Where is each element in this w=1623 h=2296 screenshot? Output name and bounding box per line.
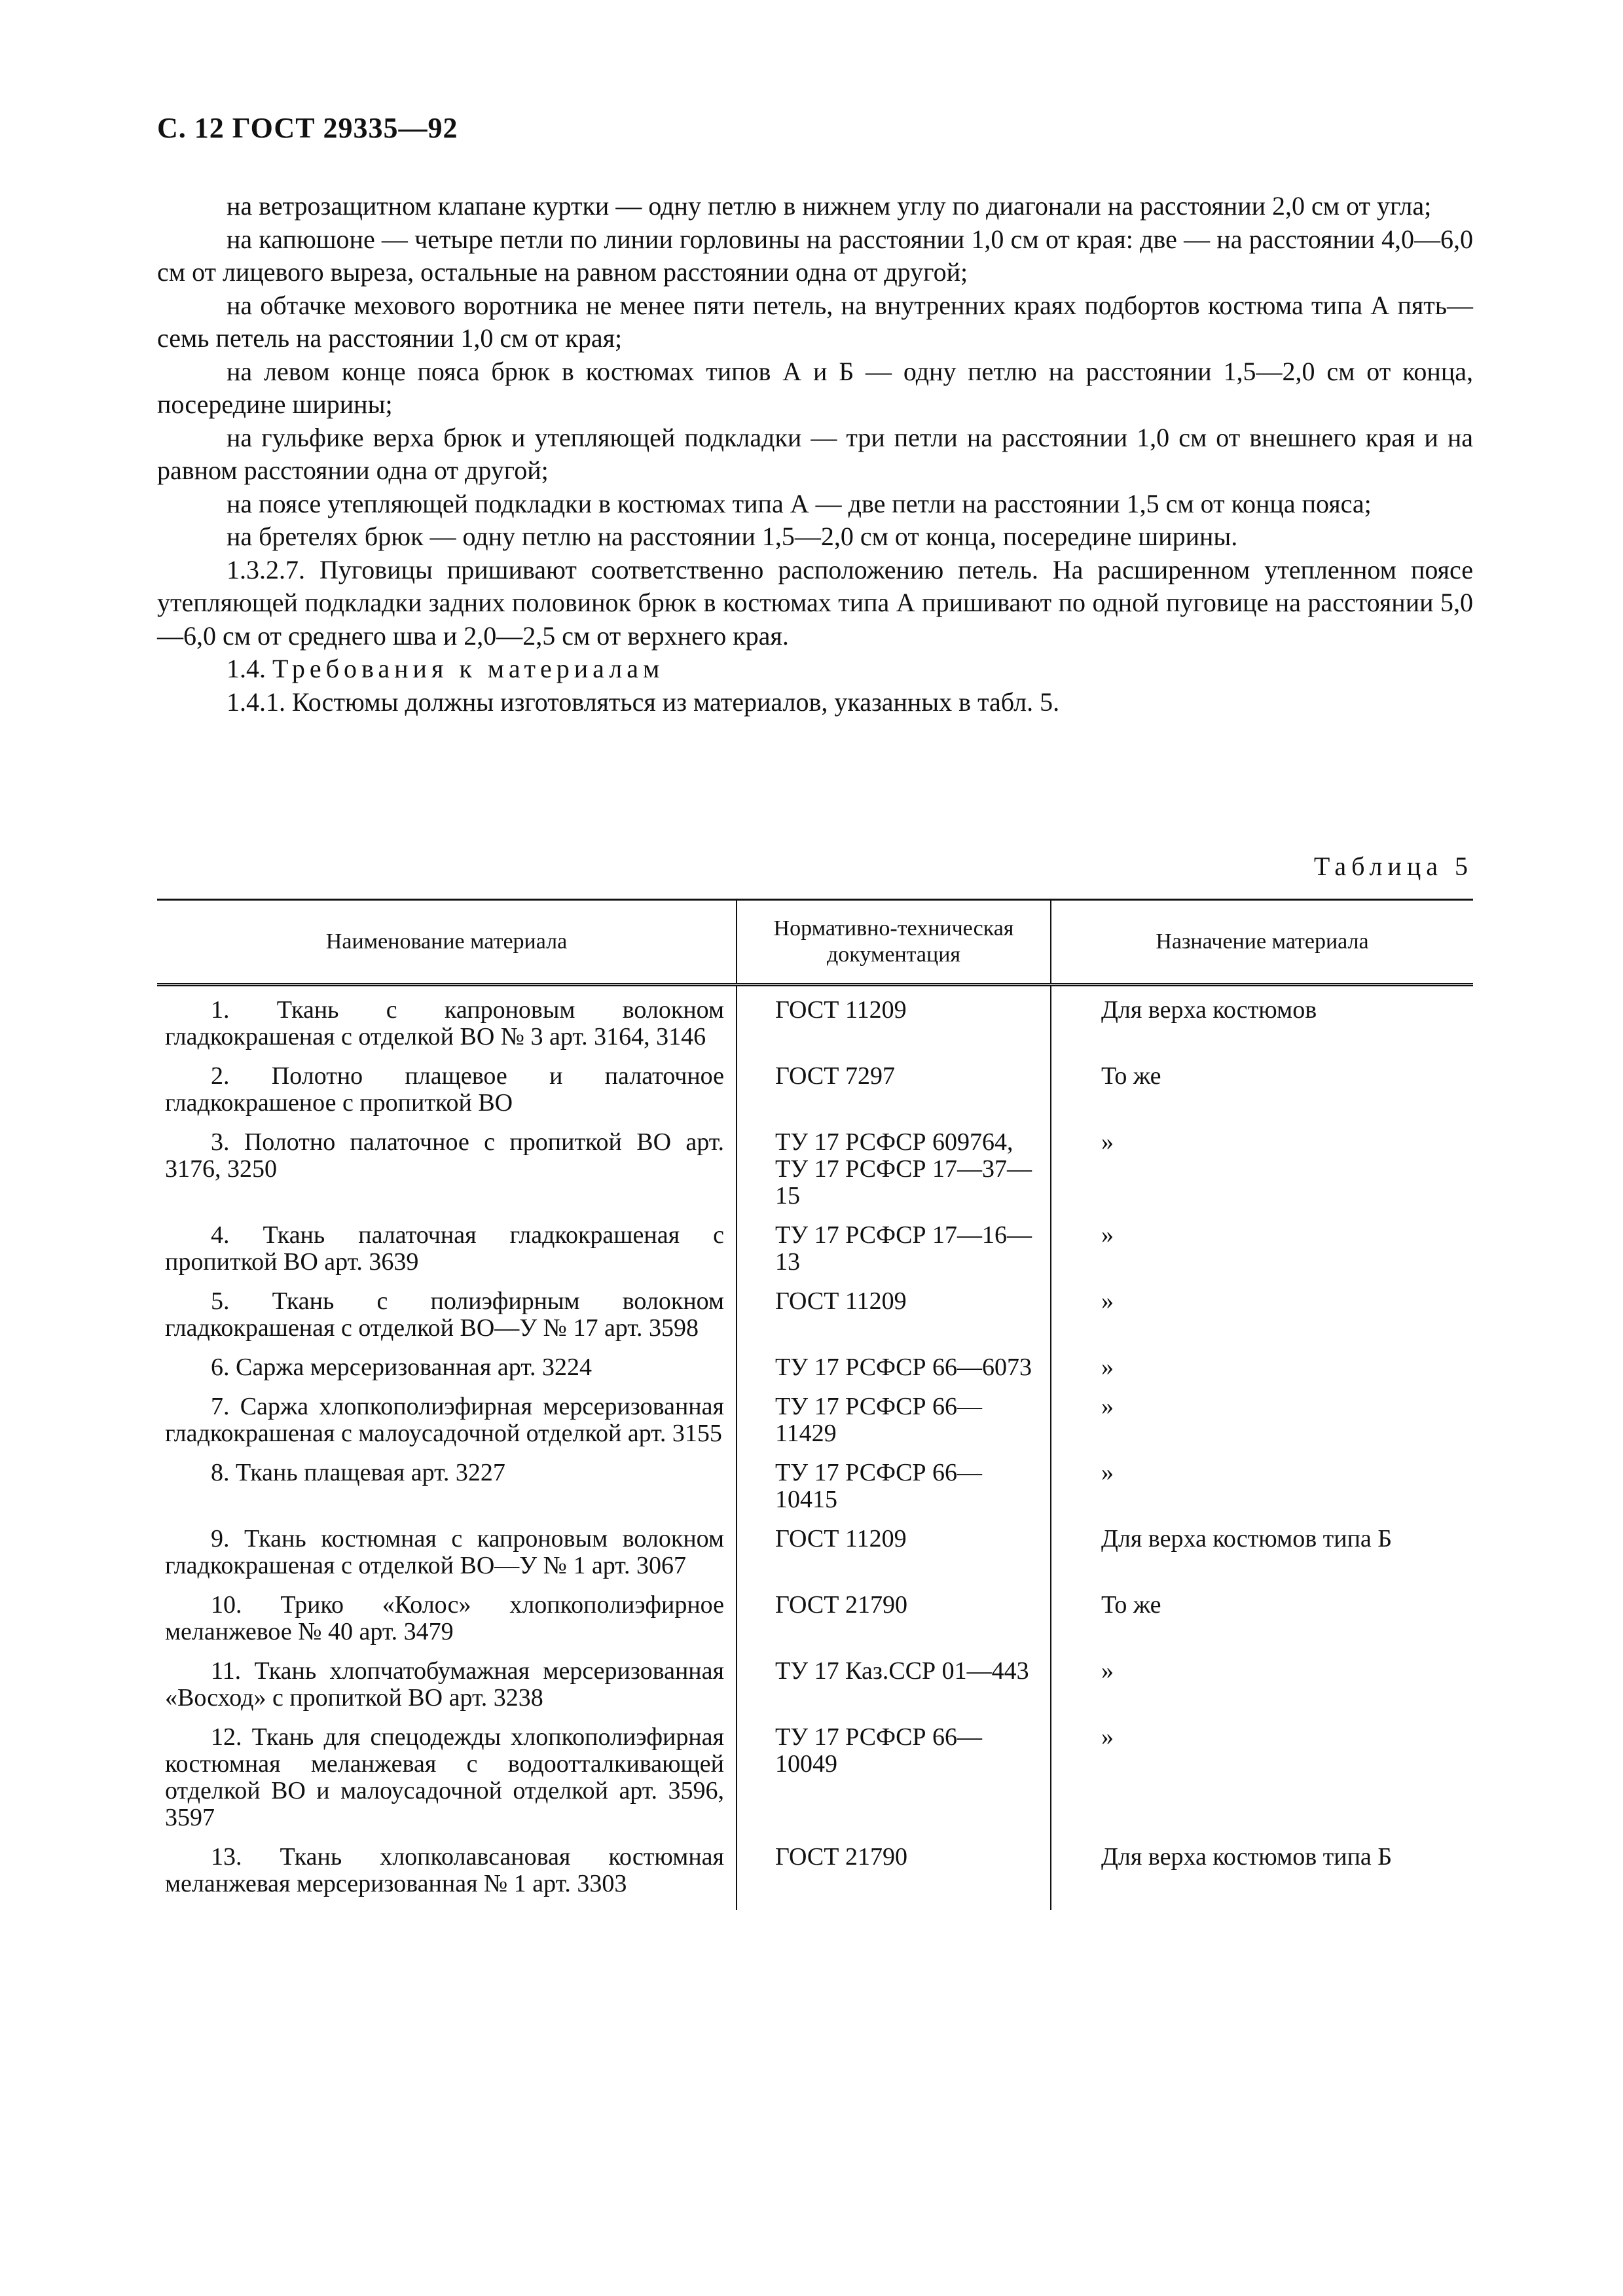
paragraph: на бретелях брюк — одну петлю на расстоянии 1,5—2,0 см от конца, посередине ширины.: [227, 522, 1238, 551]
paragraph: на обтачке мехового воротника не менее пяти петель, на внутренних краях подбортов костюма типа А пять—семь петель на расстоянии 1,0 см от края;: [157, 290, 1473, 353]
document-cell-text: ТУ 17 РСФСР 66—10049: [775, 1723, 983, 1778]
material-name-cell-text: 1. Ткань с капроновым волокном гладкокрашеная с отделкой ВО № 3 арт. 3164, 3146: [165, 996, 724, 1050]
purpose-cell-text: »: [1101, 1221, 1114, 1249]
material-name-cell: [157, 1658, 737, 1724]
table-header-row: [157, 900, 1473, 985]
purpose-cell-text: »: [1101, 1657, 1114, 1685]
paragraph: на поясе утепляющей подкладки в костюмах типа А — две петли на расстоянии 1,5 см от конца пояса;: [227, 488, 1372, 518]
document-cell-text: ГОСТ 21790: [775, 1591, 907, 1619]
purpose-cell-text: »: [1101, 1287, 1114, 1315]
purpose-cell: [1051, 1592, 1473, 1658]
purpose-cell: [1051, 1393, 1473, 1460]
paragraph: 1.3.2.7. Пуговицы пришивают соответственно расположению петель. На расширенном утепленном поясе утепляющей подкладки задних половинок брюк в костюмах типа А пришивают по одной пуговице на расстоянии 5,0—6,0 см от среднего шва и 2,0—2,5 см от верхнего края.: [157, 554, 1473, 651]
document-cell: [737, 1129, 1051, 1222]
document-cell: [737, 1592, 1051, 1658]
purpose-cell-text: Для верха костюмов: [1101, 996, 1317, 1024]
document-cell: [737, 1354, 1051, 1393]
purpose-cell-text: »: [1101, 1128, 1114, 1156]
purpose-cell: [1051, 1222, 1473, 1288]
document-cell-text: ГОСТ 11209: [775, 996, 907, 1024]
document-cell-text: ТУ 17 РСФСР 66—6073: [775, 1354, 1032, 1381]
material-name-cell-text: 6. Саржа мерсеризованная арт. 3224: [211, 1354, 593, 1381]
material-name-cell-text: 4. Ткань палаточная гладкокрашеная с пропиткой ВО арт. 3639: [165, 1221, 724, 1276]
material-name-cell-text: 11. Ткань хлопчатобумажная мерсеризованная «Восход» с пропиткой ВО арт. 3238: [165, 1657, 724, 1712]
material-name-cell: [157, 1526, 737, 1592]
purpose-cell: [1051, 1844, 1473, 1910]
material-name-cell-text: 8. Ткань плащевая арт. 3227: [211, 1459, 505, 1486]
document-cell-text: ГОСТ 11209: [775, 1287, 907, 1315]
body-text: [157, 190, 1473, 719]
table-body: [157, 985, 1473, 1910]
purpose-cell: [1051, 1288, 1473, 1354]
table-row: [157, 1354, 1473, 1393]
document-cell-text: ТУ 17 Каз.ССР 01—443: [775, 1657, 1029, 1685]
purpose-cell-text: Для верха костюмов типа Б: [1101, 1843, 1393, 1871]
material-name-cell: [157, 1724, 737, 1844]
table-row: [157, 1724, 1473, 1844]
table-row: [157, 1393, 1473, 1460]
material-name-cell-text: 2. Полотно плащевое и палаточное гладкокрашеное с пропиткой ВО: [165, 1062, 724, 1117]
document-cell: [737, 1222, 1051, 1288]
document-cell-text: ТУ 17 РСФСР 17—16—13: [775, 1221, 1032, 1276]
purpose-cell: [1051, 1063, 1473, 1129]
document-cell-text: ГОСТ 21790: [775, 1843, 907, 1871]
purpose-cell-text: »: [1101, 1723, 1114, 1751]
column-header: Назначение материала: [1156, 929, 1369, 954]
section-heading: [157, 653, 1473, 686]
material-name-cell: [157, 1129, 737, 1222]
table-row: [157, 1592, 1473, 1658]
material-name-cell: [157, 1460, 737, 1526]
purpose-cell: [1051, 1460, 1473, 1526]
document-cell-text: ТУ 17 РСФСР 609764, ТУ 17 РСФСР 17—37—15: [775, 1128, 1032, 1210]
column-header: Нормативно-техническая документация: [737, 900, 1051, 985]
document-cell: [737, 1724, 1051, 1844]
document-cell: [737, 1288, 1051, 1354]
material-name-cell-text: 12. Ткань для спецодежды хлопкополиэфирная костюмная меланжевая с водоотталкивающей отделкой ВО и малоусадочной отделкой арт. 3596, 3597: [165, 1723, 724, 1831]
material-name-cell-text: 13. Ткань хлопколавсановая костюмная меланжевая мерсеризованная № 1 арт. 3303: [165, 1843, 724, 1897]
section-title: Требования к материалам: [272, 654, 665, 683]
material-name-cell-text: 10. Трико «Колос» хлопкополиэфирное меланжевое № 40 арт. 3479: [165, 1591, 724, 1645]
material-name-cell: [157, 985, 737, 1064]
material-name-cell-text: 7. Саржа хлопкополиэфирная мерсеризованная гладкокрашеная с малоусадочной отделкой арт. 3155: [165, 1393, 724, 1447]
purpose-cell: [1051, 1526, 1473, 1592]
document-cell: [737, 1658, 1051, 1724]
table-row: [157, 1460, 1473, 1526]
purpose-cell-text: Для верха костюмов типа Б: [1101, 1525, 1393, 1552]
document-cell: [737, 985, 1051, 1064]
purpose-cell-text: »: [1101, 1459, 1114, 1486]
material-name-cell: [157, 1592, 737, 1658]
document-cell: [737, 1460, 1051, 1526]
purpose-cell: [1051, 1658, 1473, 1724]
table-row: [157, 1129, 1473, 1222]
purpose-cell: [1051, 1354, 1473, 1393]
table-row: [157, 1658, 1473, 1724]
table-label: Таблица 5: [1313, 852, 1473, 881]
paragraph: на левом конце пояса брюк в костюмах типов А и Б — одну петлю на расстоянии 1,5—2,0 см от конца, посередине ширины;: [157, 356, 1473, 419]
document-cell-text: ГОСТ 7297: [775, 1062, 895, 1090]
table-row: [157, 985, 1473, 1064]
purpose-cell: [1051, 1129, 1473, 1222]
table-row: [157, 1222, 1473, 1288]
clause: 1.4.1. Костюмы должны изготовляться из материалов, указанных в табл. 5.: [227, 687, 1060, 717]
purpose-cell-text: »: [1101, 1393, 1114, 1420]
material-name-cell: [157, 1844, 737, 1910]
table-row: [157, 1063, 1473, 1129]
document-cell: [737, 1393, 1051, 1460]
document-cell: [737, 1844, 1051, 1910]
purpose-cell-text: То же: [1101, 1591, 1161, 1619]
purpose-cell: [1051, 985, 1473, 1064]
document-cell-text: ТУ 17 РСФСР 66—10415: [775, 1459, 983, 1513]
material-name-cell-text: 5. Ткань с полиэфирным волокном гладкокрашеная с отделкой ВО—У № 17 арт. 3598: [165, 1287, 724, 1342]
table-row: [157, 1844, 1473, 1910]
section-number: 1.4.: [227, 654, 266, 683]
table-row: [157, 1526, 1473, 1592]
purpose-cell: [1051, 1724, 1473, 1844]
material-name-cell: [157, 1222, 737, 1288]
paragraph: на гульфике верха брюк и утепляющей подкладки — три петли на расстоянии 1,0 см от внешнего края и на равном расстоянии одна от другой;: [157, 422, 1473, 485]
material-name-cell: [157, 1063, 737, 1129]
paragraph: на капюшоне — четыре петли по линии горловины на расстоянии 1,0 см от края: две — на расстоянии 4,0—6,0 см от лицевого выреза, остальные на равном расстоянии одна от другой;: [157, 224, 1473, 287]
document-cell-text: ТУ 17 РСФСР 66—11429: [775, 1393, 983, 1447]
material-name-cell: [157, 1288, 737, 1354]
table-row: [157, 1288, 1473, 1354]
column-header: Наименование материала: [157, 900, 737, 985]
material-name-cell-text: 9. Ткань костюмная с капроновым волокном гладкокрашеная с отделкой ВО—У № 1 арт. 3067: [165, 1525, 724, 1579]
material-name-cell: [157, 1393, 737, 1460]
document-cell: [737, 1063, 1051, 1129]
purpose-cell-text: То же: [1101, 1062, 1161, 1090]
paragraph: на ветрозащитном клапане куртки — одну петлю в нижнем углу по диагонали на расстоянии 2,0 см от угла;: [227, 191, 1432, 221]
document-cell-text: ГОСТ 11209: [775, 1525, 907, 1552]
material-name-cell-text: 3. Полотно палаточное с пропиткой ВО арт. 3176, 3250: [165, 1128, 724, 1183]
purpose-cell-text: »: [1101, 1354, 1114, 1381]
material-name-cell: [157, 1354, 737, 1393]
document-cell: [737, 1526, 1051, 1592]
page-header: С. 12 ГОСТ 29335—92: [157, 112, 458, 144]
materials-table: [157, 899, 1473, 1910]
